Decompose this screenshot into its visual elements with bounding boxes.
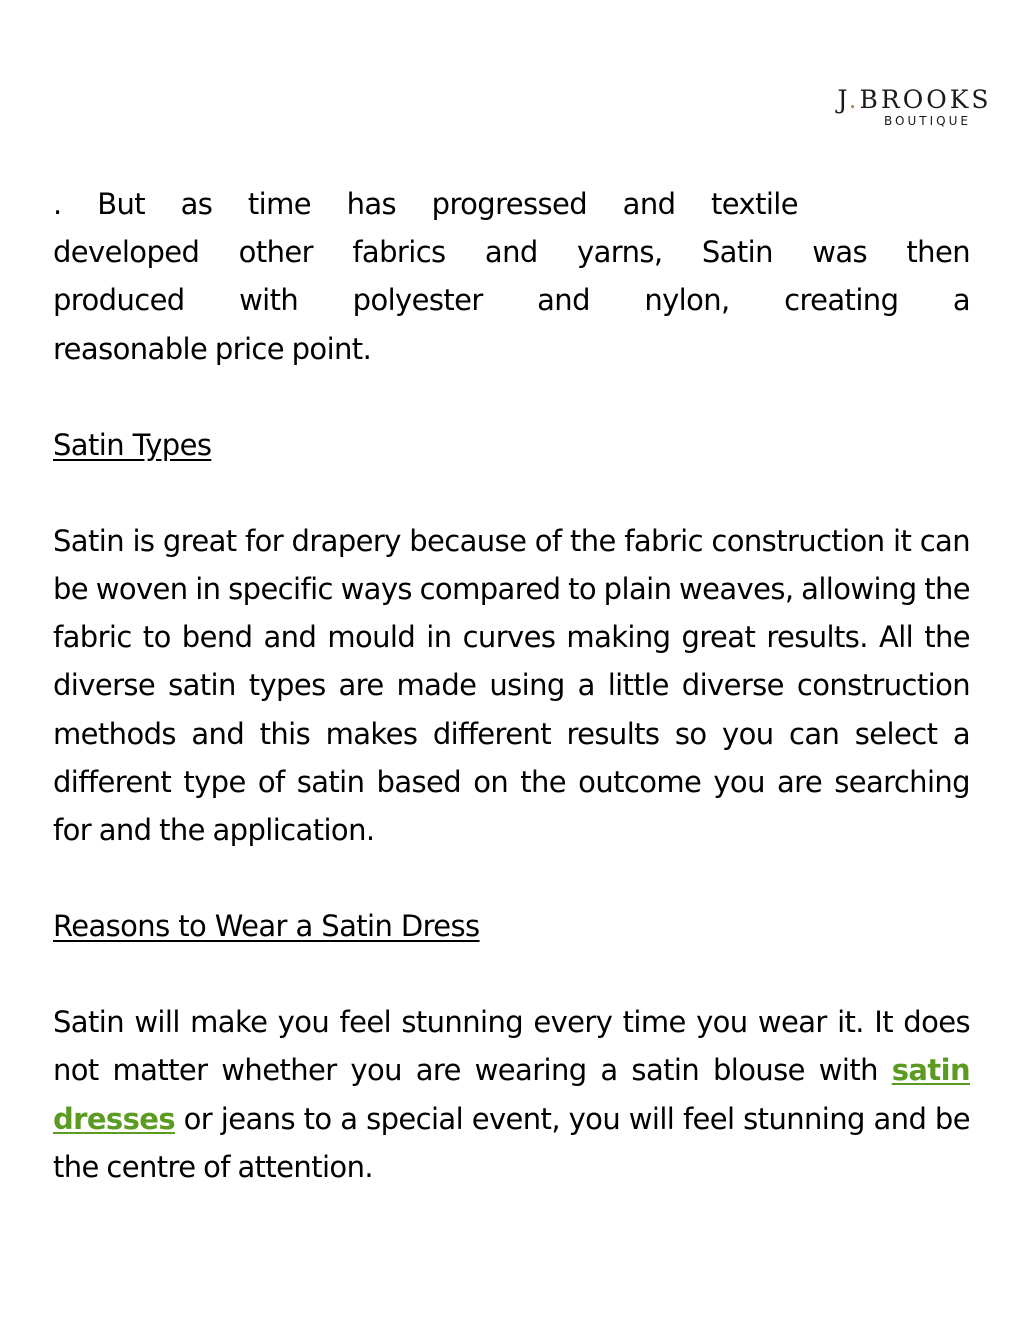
section-heading-satin-types: Satin Types: [53, 427, 212, 462]
reasons-text-before-link: Satin will make you feel stunning every time you wear it. It does not matter whether you are wearing a satin blouse with: [53, 1005, 970, 1088]
section-heading-reasons: Reasons to Wear a Satin Dress: [53, 909, 480, 944]
logo-subtitle: BOUTIQUE: [884, 114, 971, 128]
reasons-paragraph: [53, 998, 970, 1191]
intro-line-1: . But as time has progressed and textile: [53, 187, 798, 221]
logo-wordmark: [832, 86, 997, 114]
logo-dot: .: [848, 85, 860, 114]
satin-types-paragraph: Satin is great for drapery because of the fabric construction it can be woven in specific ways compared to plain weaves, allowing the fabric to bend and mould in curves making great results. All the diverse satin types are made using a little diverse construction methods and this makes different results so you can select a different type of satin based on the outcome you are searching for and the application.: [53, 523, 970, 848]
satin-dresses-link[interactable]: satin dresses: [53, 1053, 970, 1136]
intro-paragraph: [53, 180, 970, 373]
reasons-text-after-link: or jeans to a special event, you will feel stunning and be the centre of attention.: [53, 1101, 970, 1184]
logo-name-brooks: BROOKS: [859, 85, 992, 114]
intro-line-4: reasonable price point.: [53, 331, 372, 366]
intro-line-2: developed other fabrics and yarns, Satin was then: [53, 235, 970, 270]
brand-logo: [832, 86, 997, 128]
intro-line-3: produced with polyester and nylon, creating a: [53, 283, 970, 318]
document-body: [53, 180, 970, 1191]
logo-letter-j: J: [837, 85, 849, 114]
